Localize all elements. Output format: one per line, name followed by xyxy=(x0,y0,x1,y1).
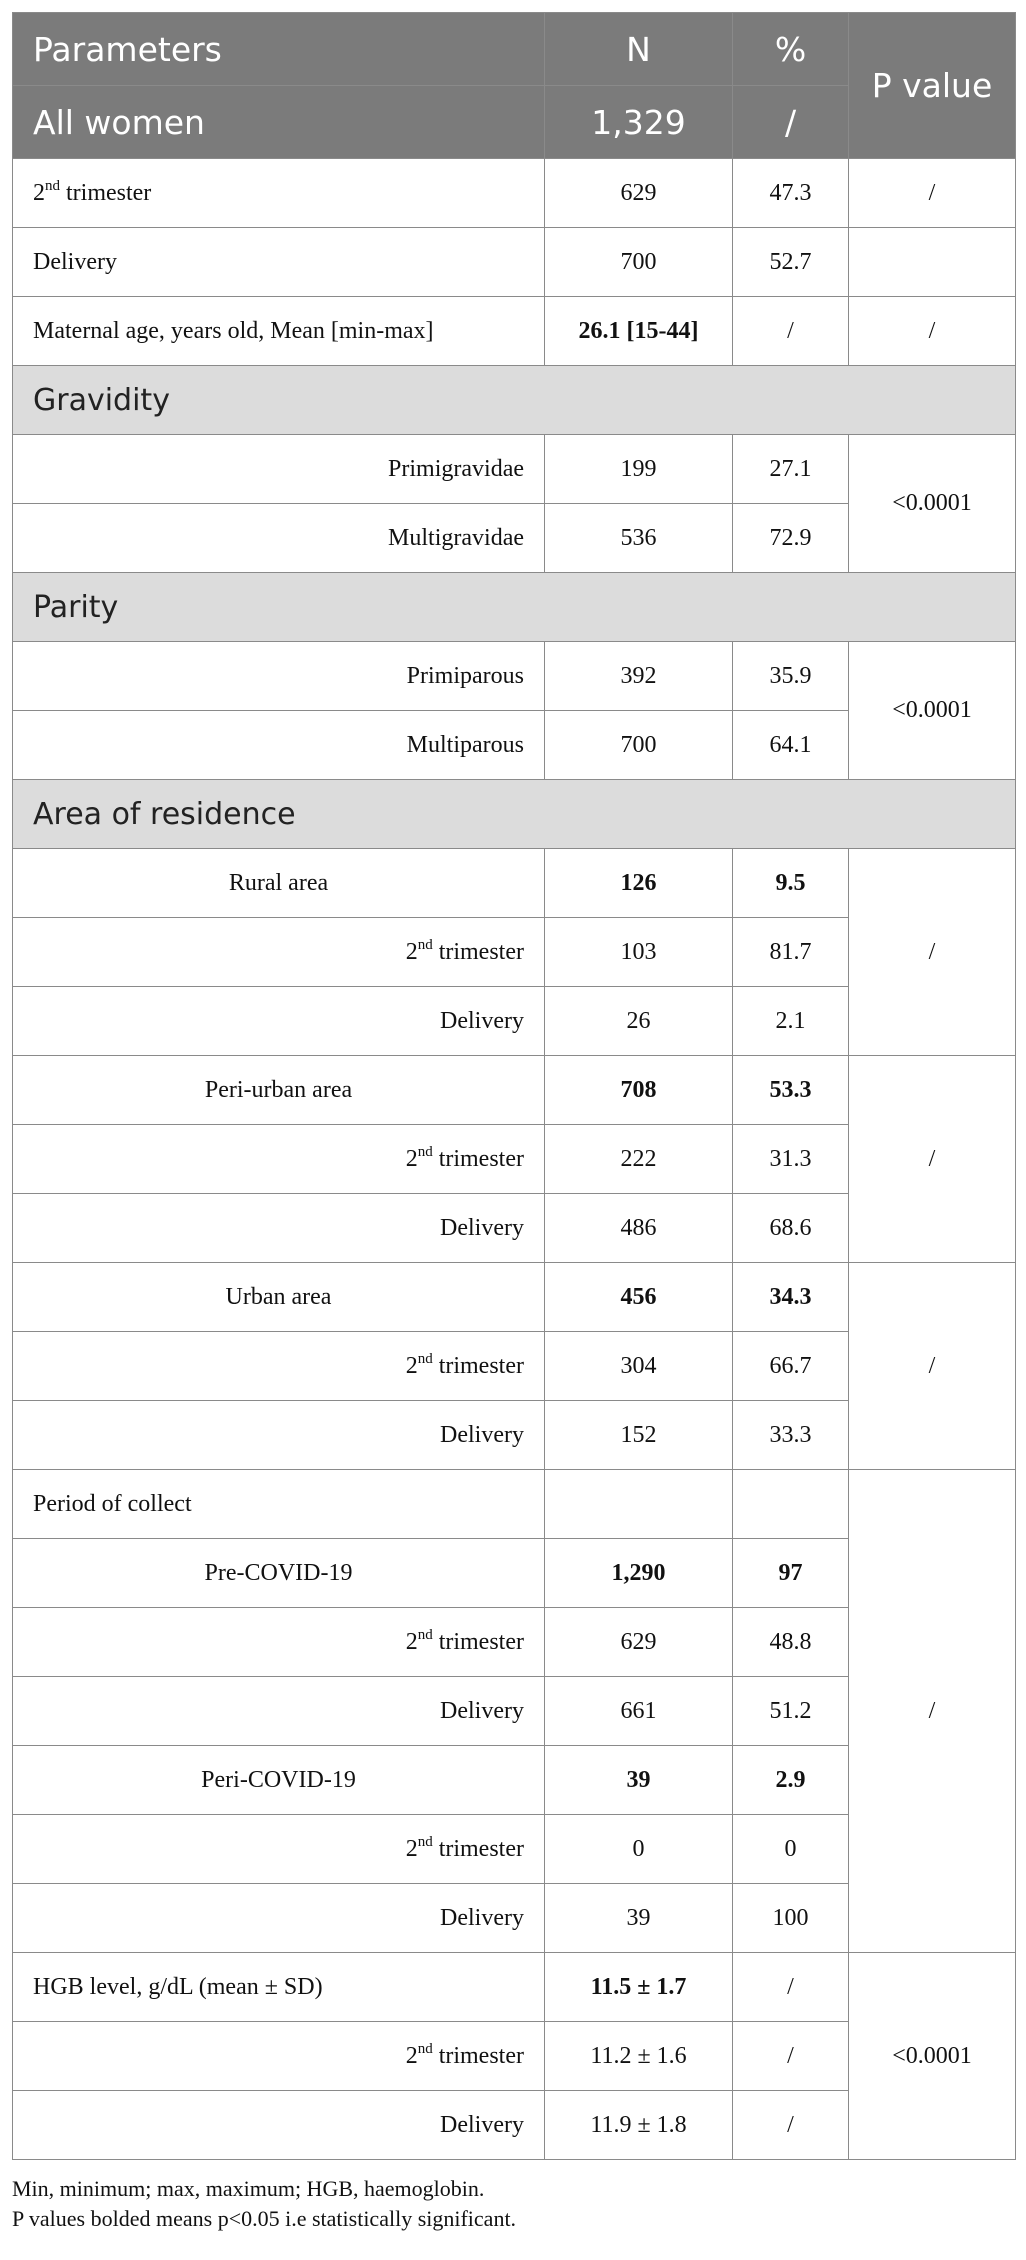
table-row xyxy=(13,1470,1016,1539)
section-title: Area of residence xyxy=(13,780,1016,849)
cell-n: 629 xyxy=(545,1608,733,1677)
cell-pct: 47.3 xyxy=(733,159,849,228)
table-header xyxy=(13,13,1016,159)
cell-pct: 66.7 xyxy=(733,1332,849,1401)
cell-pct: 27.1 xyxy=(733,435,849,504)
cell-n: 222 xyxy=(545,1125,733,1194)
cell-pct: 81.7 xyxy=(733,918,849,987)
cell-n: 700 xyxy=(545,228,733,297)
row-label: Delivery xyxy=(13,228,545,297)
section-gravidity xyxy=(13,366,1016,435)
row-label: Delivery xyxy=(13,1401,545,1470)
cell-n: 456 xyxy=(545,1263,733,1332)
cell-p: / xyxy=(849,159,1016,228)
row-label: 2nd trimester xyxy=(13,1332,545,1401)
cell-pct: 31.3 xyxy=(733,1125,849,1194)
ordinal-suffix: nd xyxy=(45,177,60,194)
cell-pct: 33.3 xyxy=(733,1401,849,1470)
cell-n: 536 xyxy=(545,504,733,573)
cell-pct: 100 xyxy=(733,1884,849,1953)
row-label: Delivery xyxy=(13,987,545,1056)
row-label: Multiparous xyxy=(13,711,545,780)
cell-pct: 97 xyxy=(733,1539,849,1608)
cell-p: <0.0001 xyxy=(849,435,1016,573)
row-label: Period of collect xyxy=(13,1470,545,1539)
cell-pct xyxy=(733,1470,849,1539)
cell-n: 1,290 xyxy=(545,1539,733,1608)
table-row xyxy=(13,1263,1016,1332)
cell-n: 11.9 ± 1.8 xyxy=(545,2091,733,2160)
cell-n: 708 xyxy=(545,1056,733,1125)
all-women-label: All women xyxy=(13,86,545,159)
ordinal-suffix: nd xyxy=(417,1350,433,1367)
cell-p: / xyxy=(849,297,1016,366)
row-label: Delivery xyxy=(13,1677,545,1746)
ordinal-suffix: nd xyxy=(417,1143,433,1160)
superscript: 2nd xyxy=(405,936,433,965)
cell-n: 0 xyxy=(545,1815,733,1884)
header-pvalue: P value xyxy=(849,13,1016,159)
row-label: 2nd trimester xyxy=(13,1608,545,1677)
cell-n: 39 xyxy=(545,1746,733,1815)
ordinal-suffix: nd xyxy=(417,2040,433,2057)
cell-n: 26.1 [15-44] xyxy=(545,297,733,366)
table-row xyxy=(13,297,1016,366)
superscript: 2nd xyxy=(405,1833,433,1862)
cell-n: 103 xyxy=(545,918,733,987)
cell-pct: 72.9 xyxy=(733,504,849,573)
row-label: 2nd trimester xyxy=(13,1815,545,1884)
cell-n: 126 xyxy=(545,849,733,918)
row-label: Delivery xyxy=(13,1194,545,1263)
cell-pct: 35.9 xyxy=(733,642,849,711)
superscript: 2nd xyxy=(33,177,60,206)
all-women-n: 1,329 xyxy=(545,86,733,159)
header-parameters: Parameters xyxy=(13,13,545,86)
cell-pct: 52.7 xyxy=(733,228,849,297)
row-label: Peri-COVID-19 xyxy=(13,1746,545,1815)
cell-n: 199 xyxy=(545,435,733,504)
cell-p: <0.0001 xyxy=(849,642,1016,780)
cell-pct: 9.5 xyxy=(733,849,849,918)
cell-n: 39 xyxy=(545,1884,733,1953)
cell-n: 661 xyxy=(545,1677,733,1746)
superscript: 2nd xyxy=(405,1143,433,1172)
cell-p: / xyxy=(849,849,1016,1056)
cell-pct: 2.1 xyxy=(733,987,849,1056)
ordinal-suffix: nd xyxy=(417,1626,433,1643)
cell-p: / xyxy=(849,1470,1016,1953)
cell-pct: 34.3 xyxy=(733,1263,849,1332)
table-row xyxy=(13,228,1016,297)
cell-pct: 2.9 xyxy=(733,1746,849,1815)
row-label: Multigravidae xyxy=(13,504,545,573)
cell-pct: 68.6 xyxy=(733,1194,849,1263)
row-label: 2nd trimester xyxy=(13,2022,545,2091)
row-label: Urban area xyxy=(13,1263,545,1332)
data-table xyxy=(12,12,1016,2160)
cell-n: 11.5 ± 1.7 xyxy=(545,1953,733,2022)
table-footnotes xyxy=(12,2174,1015,2234)
header-row xyxy=(13,13,1016,86)
cell-n: 11.2 ± 1.6 xyxy=(545,2022,733,2091)
row-label: Delivery xyxy=(13,2091,545,2160)
row-label: Primigravidae xyxy=(13,435,545,504)
cell-pct: / xyxy=(733,2022,849,2091)
cell-p: / xyxy=(849,1263,1016,1470)
cell-n: 26 xyxy=(545,987,733,1056)
cell-n: 486 xyxy=(545,1194,733,1263)
cell-pct: / xyxy=(733,297,849,366)
row-label: Delivery xyxy=(13,1884,545,1953)
table-row xyxy=(13,849,1016,918)
table-row xyxy=(13,435,1016,504)
row-label: HGB level, g/dL (mean ± SD) xyxy=(13,1953,545,2022)
section-parity xyxy=(13,573,1016,642)
superscript: 2nd xyxy=(405,1626,433,1655)
superscript: 2nd xyxy=(405,2040,433,2069)
table-row xyxy=(13,159,1016,228)
row-label: Maternal age, years old, Mean [min-max] xyxy=(13,297,545,366)
section-title: Gravidity xyxy=(13,366,1016,435)
cell-pct: / xyxy=(733,2091,849,2160)
footnote-abbreviations: Min, minimum; max, maximum; HGB, haemoglobin. xyxy=(12,2176,485,2201)
all-women-pct: / xyxy=(733,86,849,159)
cell-pct: 48.8 xyxy=(733,1608,849,1677)
cell-pct: 64.1 xyxy=(733,711,849,780)
row-label: Peri-urban area xyxy=(13,1056,545,1125)
row-label: Primiparous xyxy=(13,642,545,711)
ordinal-suffix: nd xyxy=(417,936,433,953)
footnote-significance: P values bolded means p<0.05 i.e statistically significant. xyxy=(12,2206,517,2231)
cell-p: / xyxy=(849,1056,1016,1263)
cell-n: 392 xyxy=(545,642,733,711)
table-row xyxy=(13,1056,1016,1125)
row-label: Pre-COVID-19 xyxy=(13,1539,545,1608)
cell-n: 700 xyxy=(545,711,733,780)
header-percent: % xyxy=(733,13,849,86)
ordinal-suffix: nd xyxy=(417,1833,433,1850)
section-title: Parity xyxy=(13,573,1016,642)
row-label: 2nd trimester xyxy=(13,1125,545,1194)
row-label: 2nd trimester xyxy=(13,918,545,987)
cell-pct: 53.3 xyxy=(733,1056,849,1125)
cell-n: 629 xyxy=(545,159,733,228)
cell-pct: / xyxy=(733,1953,849,2022)
row-label: Rural area xyxy=(13,849,545,918)
table-container xyxy=(12,12,1015,2234)
cell-n xyxy=(545,1470,733,1539)
cell-n: 152 xyxy=(545,1401,733,1470)
cell-n: 304 xyxy=(545,1332,733,1401)
table-row xyxy=(13,1953,1016,2022)
row-label: 2nd trimester xyxy=(13,159,545,228)
section-residence xyxy=(13,780,1016,849)
header-n: N xyxy=(545,13,733,86)
cell-p: <0.0001 xyxy=(849,1953,1016,2160)
cell-pct: 0 xyxy=(733,1815,849,1884)
cell-pct: 51.2 xyxy=(733,1677,849,1746)
superscript: 2nd xyxy=(405,1350,433,1379)
cell-p xyxy=(849,228,1016,297)
table-row xyxy=(13,642,1016,711)
